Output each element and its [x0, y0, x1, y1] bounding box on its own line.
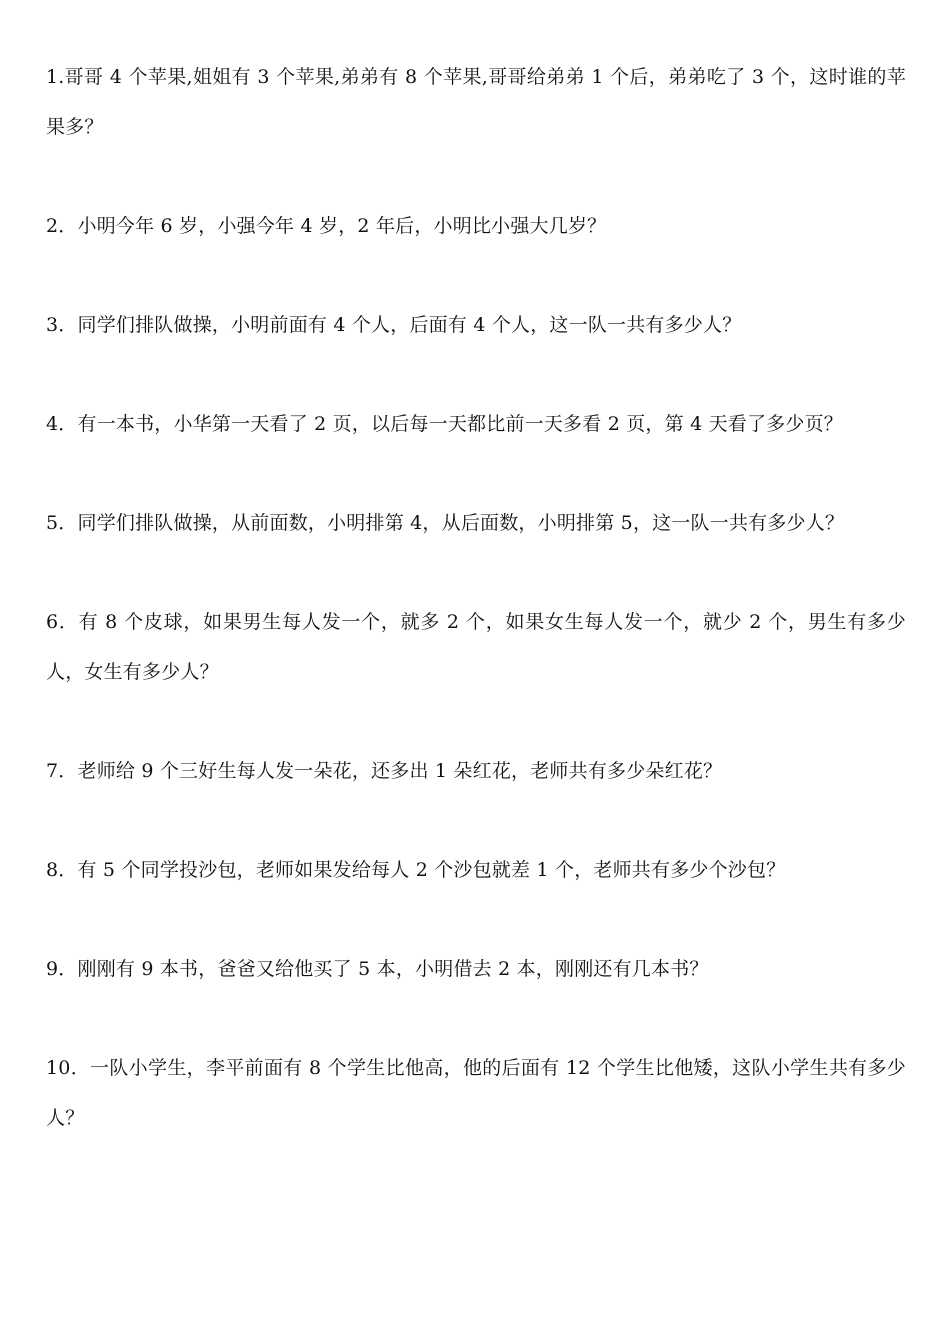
problem-5: 5．同学们排队做操，从前面数，小明排第 4，从后面数，小明排第 5，这一队一共有多少人？ — [46, 512, 845, 534]
problem-9: 9．刚刚有 9 本书，爸爸又给他买了 5 本，小明借去 2 本，刚刚还有几本书？ — [46, 958, 709, 980]
problem-8: 8．有 5 个同学投沙包，老师如果发给每人 2 个沙包就差 1 个，老师共有多少个沙包？ — [46, 859, 786, 881]
problem-1: 1.哥哥 4 个苹果,姐姐有 3 个苹果,弟弟有 8 个苹果,哥哥给弟弟 1 个后，弟弟吃了 3 个，这时谁的苹果多？ — [46, 66, 906, 138]
problem-4: 4．有一本书，小华第一天看了 2 页，以后每一天都比前一天多看 2 页，第 4 天看了多少页？ — [46, 413, 843, 435]
problem-10: 10．一队小学生，李平前面有 8 个学生比他高，他的后面有 12 个学生比他矮，这队小学生共有多少人？ — [46, 1057, 906, 1129]
problem-2: 2．小明今年 6 岁，小强今年 4 岁，2 年后，小明比小强大几岁？ — [46, 215, 607, 237]
problem-7: 7．老师给 9 个三好生每人发一朵花，还多出 1 朵红花，老师共有多少朵红花？ — [46, 760, 723, 782]
problem-3: 3．同学们排队做操，小明前面有 4 个人，后面有 4 个人，这一队一共有多少人？ — [46, 314, 742, 336]
worksheet-page — [46, 52, 906, 1143]
problem-6: 6．有 8 个皮球，如果男生每人发一个，就多 2 个，如果女生每人发一个，就少 2 个，男生有多少人，女生有多少人？ — [46, 611, 906, 683]
